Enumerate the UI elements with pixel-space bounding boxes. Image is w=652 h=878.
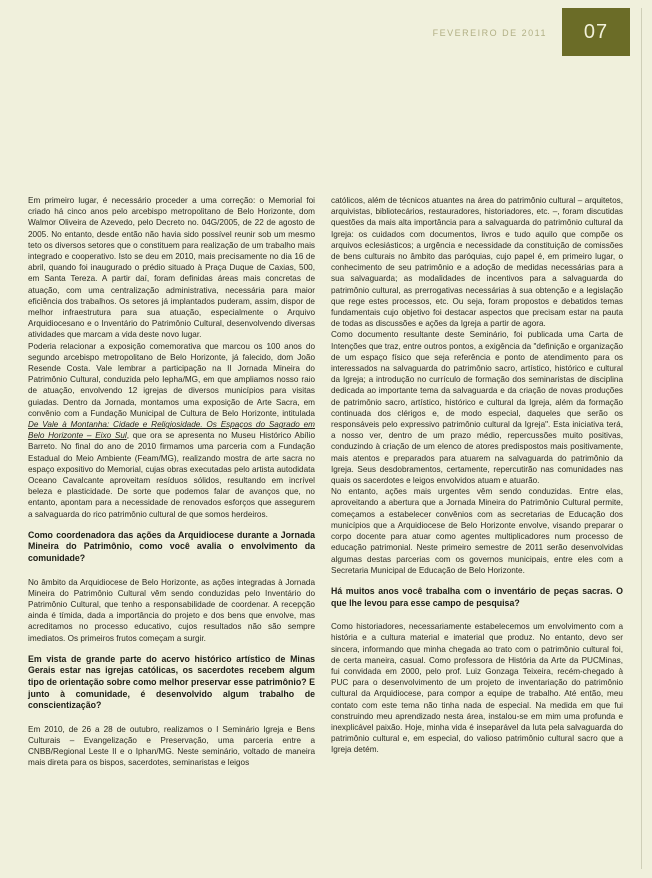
interview-question: Como coordenadora das ações da Arquidiocese durante a Jornada Mineira do Patrimônio, como você avalia o envolvimento da comunidade? [28, 529, 315, 564]
page-number: 07 [583, 20, 609, 43]
paragraph: No entanto, ações mais urgentes vêm sendo conduzidas. Entre elas, aproveitando a abertura que a Jornada Mineira do Patrimônio Cultural permite, começamos a estabelecer convênios com as secretarias de Educação dos municípios que a Arquidiocese de Belo Horizonte envolve, visando preparar o corpo docente para atuar como agentes multiplicadores num processo de educação patrimonial. Neste primeiro semestre de 2011 serão desenvolvidas algumas destas parcerias com os governos municipais, entre eles com a Secretaria Municipal de Educação de Belo Horizonte. [331, 487, 623, 575]
paragraph: Poderia relacionar a exposição comemorativa que marcou os 100 anos do segundo arcebispo metropolitano de Belo Horizonte, já falecido, dom João Resende Costa. Vale lembrar a participação na II Jornada Mineira do Patrimônio Cultural, conduzida pelo Iepha/MG, em que ampliamos nosso raio de atuação, envolvendo 12 igrejas de diversos municípios para visitas guiadas. Dentro da Jornada, montamos uma exposição de Arte Sacra, em convênio com a Fundação Municipal de Cultura de Belo Horizonte, intitulada De Vale à Montanha: Cidade e Religiosidade. Os Espaços do Sagrado em Belo Horizonte – Eixo Sul, que ora se apresenta no Museu Histórico Abílio Barreto. No final do ano de 2010 firmamos uma parceria com a Fundação Estadual do Meio Ambiente (Feam/MG), realizando mostra de arte sacra no espaço expositivo do Memorial, cujas obras executadas pelo artista autodidata Oceano Cavalcante aproveitam resíduos sólidos, resultando em incrível beleza e plasticidade. De sorte que podemos falar de avanços que, no entanto, apontam para a necessidade de renovados esforços que assegurem a salvaguarda do rico patrimônio cultural de que somos herdeiros. [28, 341, 315, 519]
right-column [331, 195, 623, 756]
paragraph: Como documento resultante deste Seminário, foi publicada uma Carta de Intenções que traz, entre outros pontos, a exigência da "definição e organização de um espaço físico que seja referência e ponto de atendimento para os interessados na salvaguarda do patrimônio sacro, artístico, histórico e cultural da Igreja; a introdução no currículo de formação dos seminaristas de disciplina dedicada ao importante tema da salvaguarda e da criação de novas produções de patrimônio sacro, artístico, histórico e cultural da Igreja, além da formação continuada dos clérigos e, de modo especial, daqueles que serão os responsáveis pelo expressivo patrimônio cultural da Igreja". Esta iniciativa terá, a nosso ver, dentro de um prazo médio, repercussões muito positivas, conduzindo à criação de um elenco de atores predispostos mais positivamente, mais atentos e preparados para atuarem na salvaguarda do patrimônio da Igreja. Seus desdobramentos, certamente, repercutirão nas comunidades nas quais os sacerdotes e leigos envolvidos atuam e atuarão. [331, 330, 623, 486]
paragraph: Em primeiro lugar, é necessário proceder a uma correção: o Memorial foi criado há cinco anos pelo arcebispo metropolitano de Belo Horizonte, dom Walmor Oliveira de Azevedo, pelo Decreto no. 04G/2005, de 22 de agosto de 2005. No entanto, desde então não havia sido possível reunir sob um mesmo teto os diversos setores que o constituem para realização de um trabalho mais integrado e cooperativo. Isto se deu em 2010, mais precisamente no dia 16 de abril, quando foi inaugurado o prédio situado à Praça Duque de Caxias, 500, em Santa Tereza. A partir daí, foram definidas áreas mais concretas de atuação, com uma centralização administrativa, necessária para maior eficiência dos trabalhos. Os setores já implantados puderam, assim, dispor de melhor infraestrutura para sua atuação, especialmente o Arquivo Arquidiocesano e o Inventário do Patrimônio Cultural, desenvolvendo diversas atividades que marcam a vida deste novo lugar. [28, 196, 315, 340]
paragraph: Em 2010, de 26 a 28 de outubro, realizamos o I Seminário Igreja e Bens Culturais – Evangelização e Preservação, uma parceria entre a CNBB/Regional Leste II e o Iphan/MG. Neste seminário, voltado de maneira mais direta para os bispos, sacerdotes, seminaristas e leigos [28, 724, 315, 768]
paragraph: Como historiadores, necessariamente estabelecemos um envolvimento com a história e a cultura material e imaterial que produz. No entanto, devo ser sincera, informando que minha chegada ao trato com o patrimônio cultural foi, de certa maneira, casual. Como professora de História da Arte da PUCMinas, fui convidada em 2000, pelo prof. Luiz Gonzaga Teixeira, recém-chegado à PUC para o desenvolvimento de um projeto de inventariação do patrimônio cultural da Arquidiocese, para compor a equipe de trabalho. Até então, meu contato com este tema não tinha nada de especial. Na medida em que fui construindo meu aprendizado nesta área, instalou-se em mim uma profunda e inexplicável paixão. Hoje, minha vida é inseparável da luta pela salvaguarda do patrimônio cultural e, em especial, do valioso patrimônio cultural sacro que a Igreja detém. [331, 622, 623, 755]
interview-question: Há muitos anos você trabalha com o inventário de peças sacras. O que lhe levou para esse campo de pesquisa? [331, 585, 623, 608]
left-column [28, 195, 315, 769]
interview-question: Em vista de grande parte do acervo histórico artístico de Minas Gerais estar nas igrejas católicas, os sacerdotes recebem algum tipo de orientação sobre como melhor preservar esse patrimônio? E junto à comunidade, é desenvolvido algum trabalho de conscientização? [28, 653, 315, 711]
paragraph: católicos, além de técnicos atuantes na área do patrimônio cultural – arquitetos, arquivistas, bibliotecários, restauradores, historiadores, etc. –, foram discutidas questões da mais alta importância para a salvaguarda do patrimônio cultural da Igreja: os cuidados com documentos, livros e tudo aquilo que compõe os arquivos eclesiásticos; a urgência e necessidade da constituição de comissões de bens culturais no âmbito das paróquias, cujo papel é, em primeiro lugar, o conhecimento de seu patrimônio e a adoção de medidas necessárias para a sua salvaguarda; as modalidades de incentivos para a salvaguarda do patrimônio cultural, as prerrogativas necessárias à sua obtenção e a legislação que rege estes processos, etc. Ou seja, foram propostos e debatidos temas fundamentais cujo objetivo foi destacar aspectos que precisam estar na pauta de todas as discussões e ações da Igreja a partir de agora. [331, 196, 623, 329]
page-number-tab [562, 8, 630, 56]
paragraph: No âmbito da Arquidiocese de Belo Horizonte, as ações integradas à Jornada Mineira do Patrimônio Cultural vêm sendo conduzidas pelo Inventário do Patrimônio Cultural, que tenho a responsabilidade de coordenar. A recepção ainda é tímida, dada a importância do projeto e dos bens que envolve, mas acreditamos no processo educativo, cujos resultados não são sempre imediatos. Os primeiros frutos começam a surgir. [28, 577, 315, 643]
exhibition-title: De Vale à Montanha: Cidade e Religiosidade. Os Espaços do Sagrado em Belo Horizonte – Eixo Sul [28, 420, 315, 441]
issue-date: FEVEREIRO DE 2011 [432, 28, 547, 38]
